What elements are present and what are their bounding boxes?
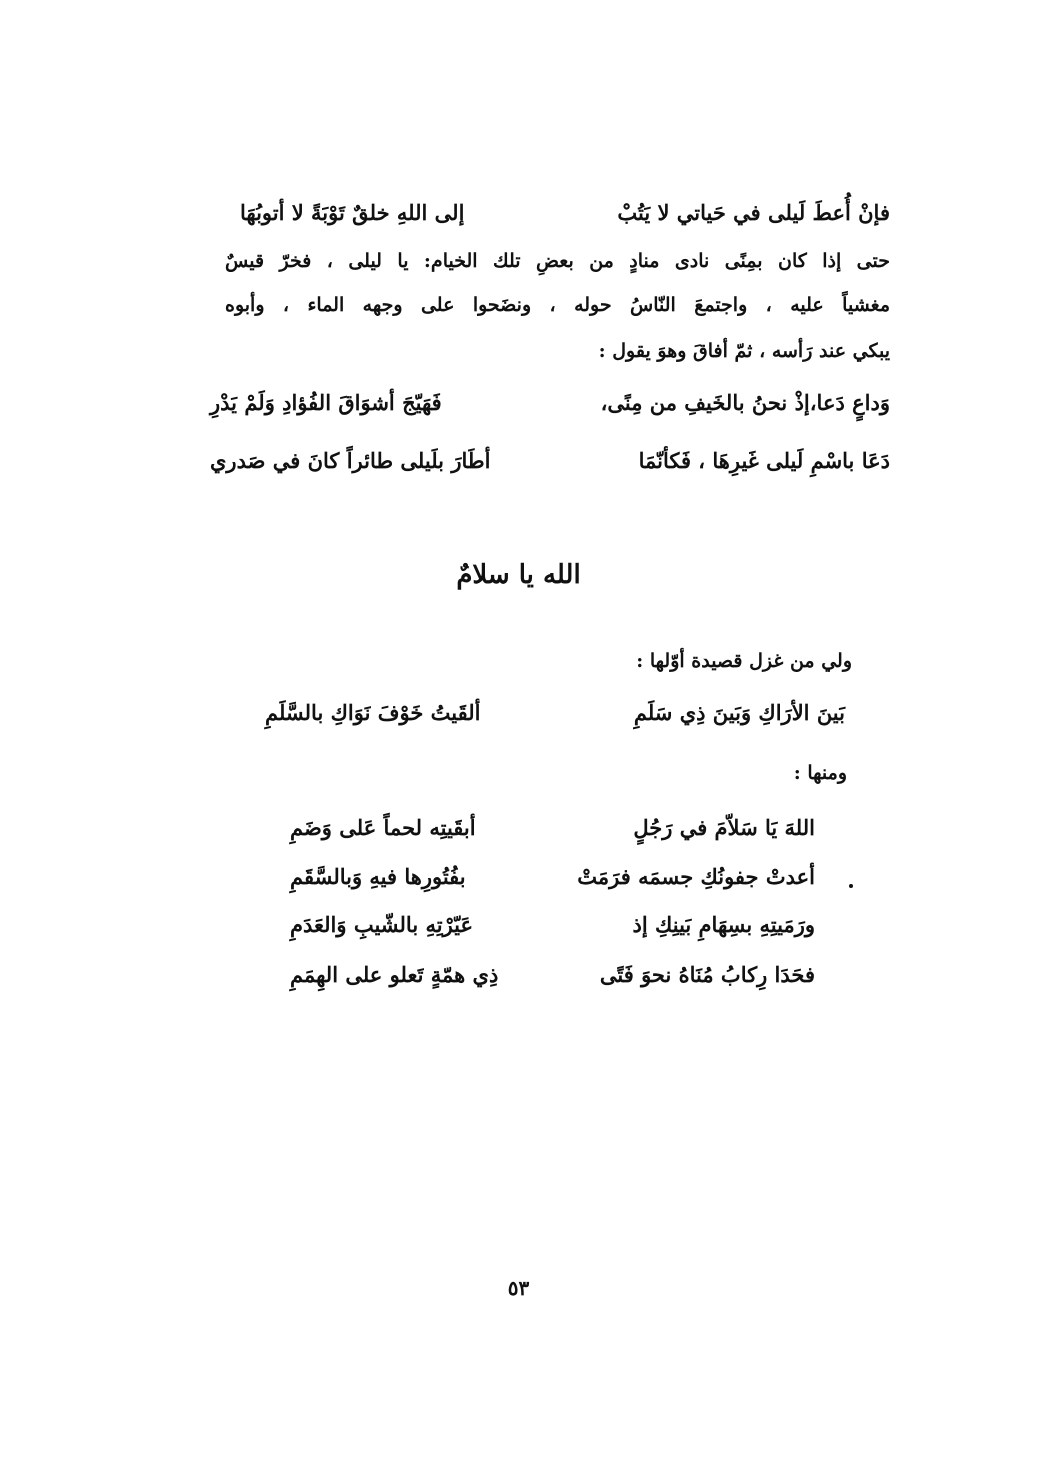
verse-b-1-second-hemistich: أبقَيتِه لحماً عَلى وَضَمِ: [290, 815, 476, 840]
verse-b-2-second-hemistich: بفُتُورِها فيهِ وَبالسَّقَمِ: [290, 864, 466, 889]
verse-b-4: [290, 962, 815, 987]
verse-b-3-second-hemistich: عَيّرْتِهِ بالشّيبِ وَالعَدَمِ: [290, 912, 474, 937]
verse-a-2: [210, 448, 890, 473]
verse-b-3: [290, 912, 815, 937]
verse-a-2-second-hemistich: أطَارَ بلَيلى طائراً كانَ في صَدري: [210, 448, 491, 473]
section-title: الله يا سلامٌ: [456, 560, 581, 590]
intro-line: ولي من غزل قصيدة أوّلها :: [636, 650, 852, 672]
verse-a-1-second-hemistich: فَهَيّجَ أشوَاقَ الفُؤادِ وَلَمْ يَدْرِ: [210, 390, 442, 415]
verse-a-2-first-hemistich: دَعَا باسْمِ لَيلى غَيرِهَا ، فَكأنّمَا: [638, 448, 890, 473]
opening-verse: [265, 700, 845, 725]
prose-line-1: حتى إذا كان بمِنًى نادى منادٍ من بعضِ تلك الخيام: يا ليلى ، فخرّ قيسٌ: [225, 250, 890, 272]
verse-a-1-first-hemistich: وَداعٍ دَعا،إذْ نحنُ بالخَيفِ من مِنًى،: [600, 390, 890, 415]
verse-b-2: [290, 864, 815, 889]
top-verse-first-hemistich: فإنْ أُعطَ لَيلى في حَياتي لا يَتُبْ: [617, 200, 890, 225]
verse-a-1: [210, 390, 890, 415]
page-number: ٥٣: [507, 1276, 530, 1300]
top-verse-second-hemistich: إلى اللهِ خلقٌ تَوْبَةً لا أتوبُهَا: [240, 200, 465, 225]
top-verse: [240, 200, 890, 225]
opening-verse-first-hemistich: بَينَ الأرَاكِ وَبَينَ ذِي سَلَمِ: [633, 700, 845, 725]
verse-b-1-first-hemistich: اللهَ يَا سَلاّمَ في رَجُلٍ: [633, 815, 815, 840]
verse-b-3-first-hemistich: ورَمَيتِهِ بسِهَامِ بَينِكِ إذ: [632, 912, 815, 937]
prose-line-2: مغشياً عليه ، واجتمعَ النّاسُ حوله ، ونضَحوا على وجهه الماء ، وأبوه: [225, 294, 890, 316]
verse-b-2-first-hemistich: أعدتْ جفونُكِ جسمَه فرَمَتْ: [577, 864, 815, 889]
prose-line-3: يبكي عند رَأسه ، ثمّ أفاقَ وهوَ يقول :: [598, 340, 890, 362]
verse-b-4-second-hemistich: ذِي همّةٍ تَعلو على الهِمَمِ: [290, 962, 499, 987]
from-it-label: ومنها :: [793, 762, 847, 784]
verse-b-4-first-hemistich: فحَدَا رِكابُ مُنَاهُ نحوَ فَتًى: [599, 962, 815, 987]
verse-b-1: [290, 815, 815, 840]
opening-verse-second-hemistich: ألقَيتُ خَوْفَ نَوَاكِ بالسَّلَمِ: [265, 700, 481, 725]
stray-dot-mark: [849, 884, 853, 888]
